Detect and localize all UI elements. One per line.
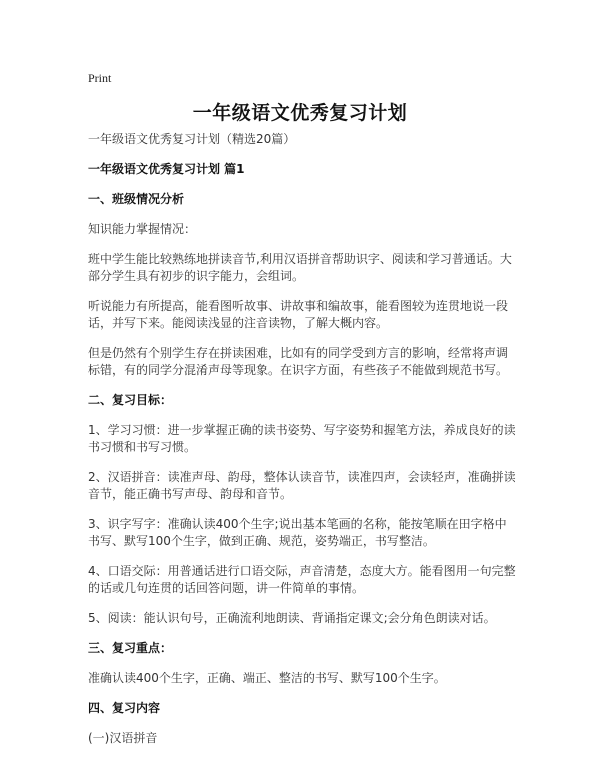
paragraph: 准确认读400个生字，正确、端正、整洁的书写、默写100个生字。 xyxy=(88,671,446,685)
section-heading-review-goals: 二、复习目标： xyxy=(88,393,173,407)
article-heading: 一年级语文优秀复习计划 篇1 xyxy=(88,162,245,176)
goal-item: 4、口语交际：用普通话进行口语交际，声音清楚，态度大方。能看图用一句完整的话或几句连贯的话回答问题，讲一件简单的事情。 xyxy=(88,564,516,595)
article-subtitle: 一年级语文优秀复习计划（精选20篇） xyxy=(88,132,296,146)
paragraph: 但是仍然有个别学生存在拼读困难，比如有的同学受到方言的影响，经常将声调标错，有的同学分混淆声母等现象。在识字方面，有些孩子不能做到规范书写。 xyxy=(88,346,509,377)
goal-item: 3、识字写字：准确认读400个生字;说出基本笔画的名称，能按笔顺在田字格中书写、默写100个生字，做到正确、规范，姿势端正，书写整洁。 xyxy=(88,517,507,548)
article-body xyxy=(88,131,516,760)
paragraph: 班中学生能比较熟练地拼读音节,利用汉语拼音帮助识字、阅读和学习普通话。大部分学生具有初步的识字能力，会组词。 xyxy=(88,252,512,283)
goal-item: 2、汉语拼音：读准声母、韵母，整体认读音节，读准四声，会读轻声，准确拼读音节，能正确书写声母、韵母和音节。 xyxy=(88,470,516,501)
paragraph: 知识能力掌握情况： xyxy=(88,222,197,236)
page-title: 一年级语文优秀复习计划 xyxy=(192,102,408,124)
section-heading-review-focus: 三、复习重点： xyxy=(88,641,173,655)
section-heading-review-content: 四、复习内容 xyxy=(88,701,161,715)
goal-item: 5、阅读：能认识句号，正确流利地朗读、背诵指定课文;会分角色朗读对话。 xyxy=(88,611,496,625)
print-link[interactable]: Print xyxy=(88,71,112,85)
section-heading-class-analysis: 一、班级情况分析 xyxy=(88,192,185,206)
goal-item: 1、学习习惯：进一步掌握正确的读书姿势、写字姿势和握笔方法，养成良好的读书习惯和书写习惯。 xyxy=(88,423,516,454)
paragraph: 听说能力有所提高，能看图听故事、讲故事和编故事，能看图较为连贯地说一段话，并写下来。能阅读浅显的注音读物，了解大概内容。 xyxy=(88,299,509,330)
subsection-heading: (一)汉语拼音 xyxy=(88,731,158,745)
